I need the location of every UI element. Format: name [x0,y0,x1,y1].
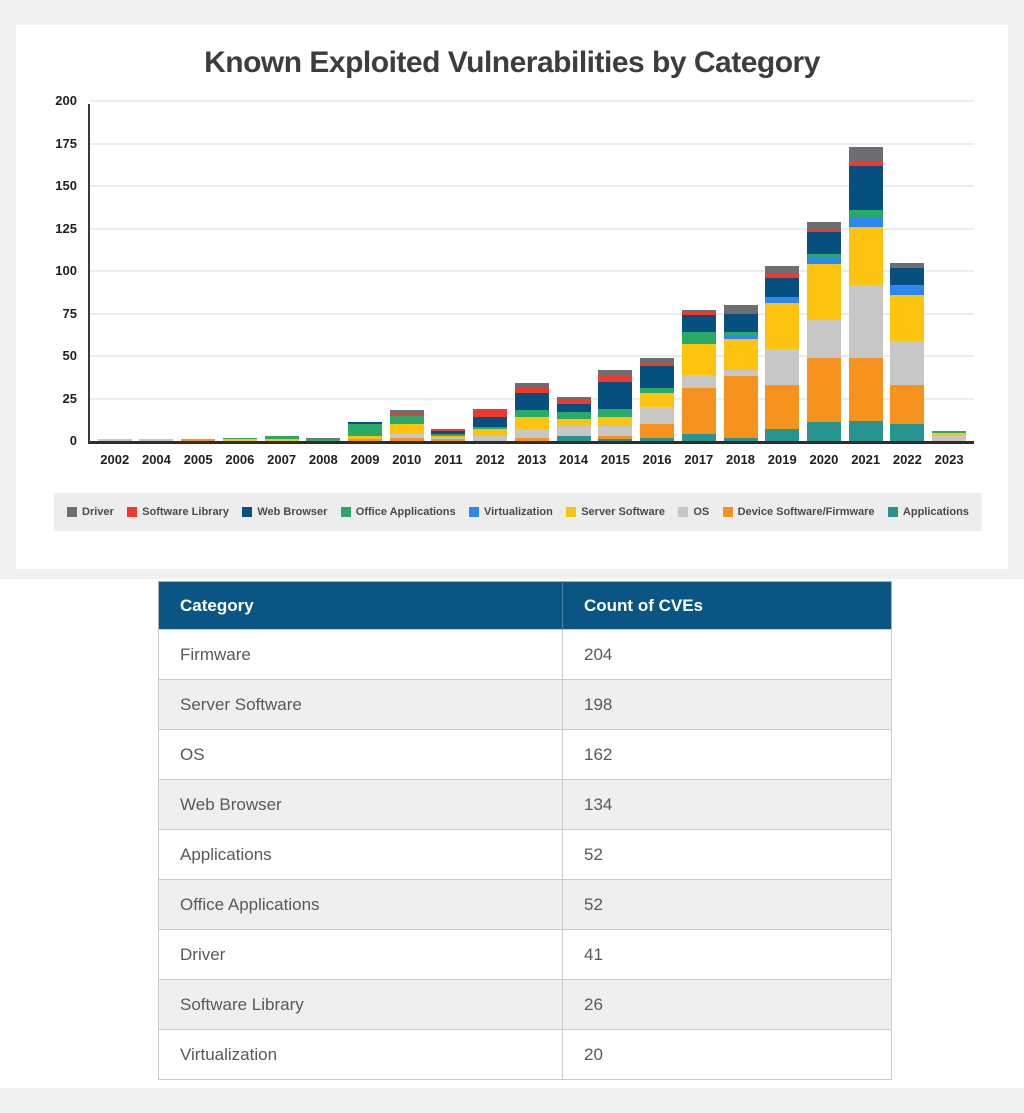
bar-segment [390,416,424,425]
x-axis-tick-label: 2022 [892,452,922,467]
bar-segment [682,434,716,441]
y-axis-tick-label: 125 [55,220,77,236]
legend-item [127,506,229,518]
bar-segment [724,438,758,441]
bar-segment [390,438,424,441]
bar-segment [515,438,549,441]
count-cell: 162 [563,730,892,780]
legend-item [341,506,456,518]
legend-label: Server Software [581,506,665,518]
count-cell: 20 [563,1030,892,1080]
bar-segment [932,436,966,441]
bar-2018 [724,305,758,467]
bar-2021 [849,147,883,467]
table-row [159,830,892,880]
bar-2008 [306,438,340,467]
bar-segment [724,339,758,370]
bar-segment [849,217,883,227]
bar-2012 [473,409,507,467]
bar-segment [849,421,883,441]
x-axis-tick-label: 2016 [642,452,672,467]
bar-segment [557,426,591,436]
legend-swatch-icon [888,507,898,517]
category-cell: Software Library [159,980,563,1030]
bar-segment [765,349,799,385]
legend-item [678,506,709,518]
bar-segment [640,407,674,424]
count-cell: 26 [563,980,892,1030]
legend-swatch-icon [127,507,137,517]
table-row [159,1030,892,1080]
bar-segment [181,439,215,441]
bar-2006 [223,438,257,467]
category-cell: Server Software [159,680,563,730]
bar-segment [306,439,340,441]
bar-segment [807,358,841,423]
bar-segment [265,439,299,441]
bar-segment [890,286,924,295]
y-axis-tick-label: 75 [62,305,77,321]
bar-segment [849,285,883,358]
bar-segment [890,424,924,441]
legend-item [469,506,553,518]
bar-segment [807,257,841,264]
bar-segment [765,278,799,297]
bar-segment [682,344,716,375]
bar-segment [682,315,716,332]
x-axis-tick-label: 2008 [308,452,338,467]
column-header-category: Category [159,582,563,630]
table-row [159,630,892,680]
legend-item [566,506,665,518]
bar-2016 [640,358,674,467]
count-cell: 52 [563,830,892,880]
bar-segment [348,439,382,441]
bar-segment [640,393,674,407]
bar-segment [849,166,883,210]
bar-segment [223,439,257,441]
bar-segment [390,424,424,434]
bar-segment [724,314,758,333]
x-axis-tick-label: 2009 [350,452,380,467]
count-cell: 204 [563,630,892,680]
bar-segment [515,410,549,417]
bar-segment [640,438,674,441]
x-axis-tick-label: 2002 [100,452,130,467]
table-section [0,579,1024,1088]
bar-2020 [807,222,841,467]
legend-swatch-icon [67,507,77,517]
x-axis-tick-label: 2023 [934,452,964,467]
bar-segment [598,426,632,436]
bar-2007 [265,436,299,467]
bar-2019 [765,266,799,467]
bar-segment [765,303,799,349]
count-cell: 41 [563,930,892,980]
bar-2002 [98,439,132,467]
x-axis-tick-label: 2012 [475,452,505,467]
bar-segment [598,370,632,377]
y-axis-tick-label: 50 [62,348,77,363]
bar-segment [724,376,758,437]
category-cell: OS [159,730,563,780]
bar-segment [807,422,841,441]
bars-row [90,104,974,467]
legend-swatch-icon [469,507,479,517]
x-axis-tick-label: 2017 [684,452,714,467]
legend-item [67,506,114,518]
x-axis-tick-label: 2021 [851,452,881,467]
legend-label: Software Library [142,506,229,518]
y-axis-tick-label: 150 [55,178,77,193]
bar-2005 [181,439,215,467]
bar-segment [640,424,674,438]
legend-label: Office Applications [355,506,456,518]
bar-segment [849,210,883,217]
cve-table [158,581,892,1080]
legend-swatch-icon [678,507,688,517]
x-axis-tick-label: 2014 [559,452,589,467]
bar-2022 [890,263,924,467]
gridline [90,100,974,102]
legend-swatch-icon [242,507,252,517]
bar-segment [473,417,507,427]
bar-2023 [932,431,966,467]
x-axis-tick-label: 2010 [392,452,422,467]
bar-segment [849,147,883,161]
bar-segment [765,385,799,429]
table-body [159,630,892,1080]
legend-swatch-icon [566,507,576,517]
x-axis-tick-label: 2007 [267,452,297,467]
table-row [159,880,892,930]
legend-label: Applications [902,506,969,518]
category-cell: Firmware [159,630,563,680]
bar-segment [557,404,591,413]
table-row [159,730,892,780]
x-axis-tick-label: 2006 [225,452,255,467]
bar-segment [807,320,841,357]
bar-2017 [682,310,716,467]
category-cell: Virtualization [159,1030,563,1080]
bar-segment [765,266,799,275]
bar-2014 [557,397,591,467]
bar-segment [598,409,632,418]
bar-segment [98,439,132,441]
legend-label: Device Software/Firmware [737,506,875,518]
category-cell: Applications [159,830,563,880]
bar-2013 [515,383,549,467]
bar-segment [765,429,799,441]
bar-segment [890,268,924,285]
count-cell: 198 [563,680,892,730]
bar-2010 [390,410,424,467]
category-cell: Web Browser [159,780,563,830]
y-axis-tick-label: 200 [55,93,77,108]
bar-segment [557,412,591,419]
bar-segment [348,424,382,436]
legend-item [723,506,875,518]
bar-segment [598,439,632,441]
bar-segment [473,436,507,441]
bar-segment [557,436,591,441]
bar-segment [682,388,716,434]
plot-area [55,93,974,467]
x-axis-tick-label: 2005 [183,452,213,467]
y-axis-tick-label: 0 [69,433,77,448]
bar-segment [515,393,549,410]
column-header-count: Count of CVEs [563,582,892,630]
x-axis-tick-label: 2015 [600,452,630,467]
bar-segment [473,429,507,436]
table-row [159,980,892,1030]
table-header [159,582,892,630]
legend-item [888,506,969,518]
table-row [159,930,892,980]
legend-label: Virtualization [483,506,553,518]
bar-segment [640,366,674,388]
legend-swatch-icon [341,507,351,517]
chart-title: Known Exploited Vulnerabilities by Category [204,46,820,79]
legend-label: OS [693,506,710,518]
category-cell: Driver [159,930,563,980]
bar-segment [139,439,173,441]
count-cell: 52 [563,880,892,930]
chart-card [16,25,1008,569]
bar-segment [515,429,549,438]
legend-label: Web Browser [257,506,328,518]
count-cell: 134 [563,780,892,830]
legend-label: Driver [82,506,114,518]
table-row [159,680,892,730]
bar-segment [682,375,716,389]
x-axis-tick-label: 2019 [767,452,797,467]
bar-segment [890,295,924,341]
bar-2009 [348,422,382,467]
bar-segment [682,332,716,344]
bar-segment [849,227,883,285]
bar-segment [598,382,632,409]
bar-segment [473,409,507,418]
x-axis-tick-label: 2011 [434,452,463,467]
bar-segment [724,370,758,377]
bar-segment [890,385,924,424]
bar-2004 [139,439,173,467]
bar-segment [807,222,841,229]
bar-2011 [431,429,465,467]
bar-segment [598,417,632,426]
chart-legend [54,493,982,531]
y-axis-tick-label: 100 [55,263,77,278]
bar-segment [807,264,841,320]
y-axis-tick-label: 175 [55,135,77,151]
y-axis-tick-label: 25 [62,390,77,406]
legend-item [242,506,327,518]
x-axis-tick-label: 2013 [517,452,547,467]
bar-segment [431,439,465,441]
category-cell: Office Applications [159,880,563,930]
bar-segment [807,232,841,254]
bar-segment [890,341,924,385]
bar-segment [515,417,549,429]
table-header-row [159,582,892,630]
bar-2015 [598,370,632,467]
legend-swatch-icon [723,507,733,517]
bar-segment [557,419,591,426]
x-axis-tick-label: 2020 [809,452,839,467]
bar-segment [849,358,883,421]
table-row [159,780,892,830]
x-axis-tick-label: 2018 [726,452,755,467]
x-axis-tick-label: 2004 [141,452,171,467]
bar-segment [724,305,758,314]
